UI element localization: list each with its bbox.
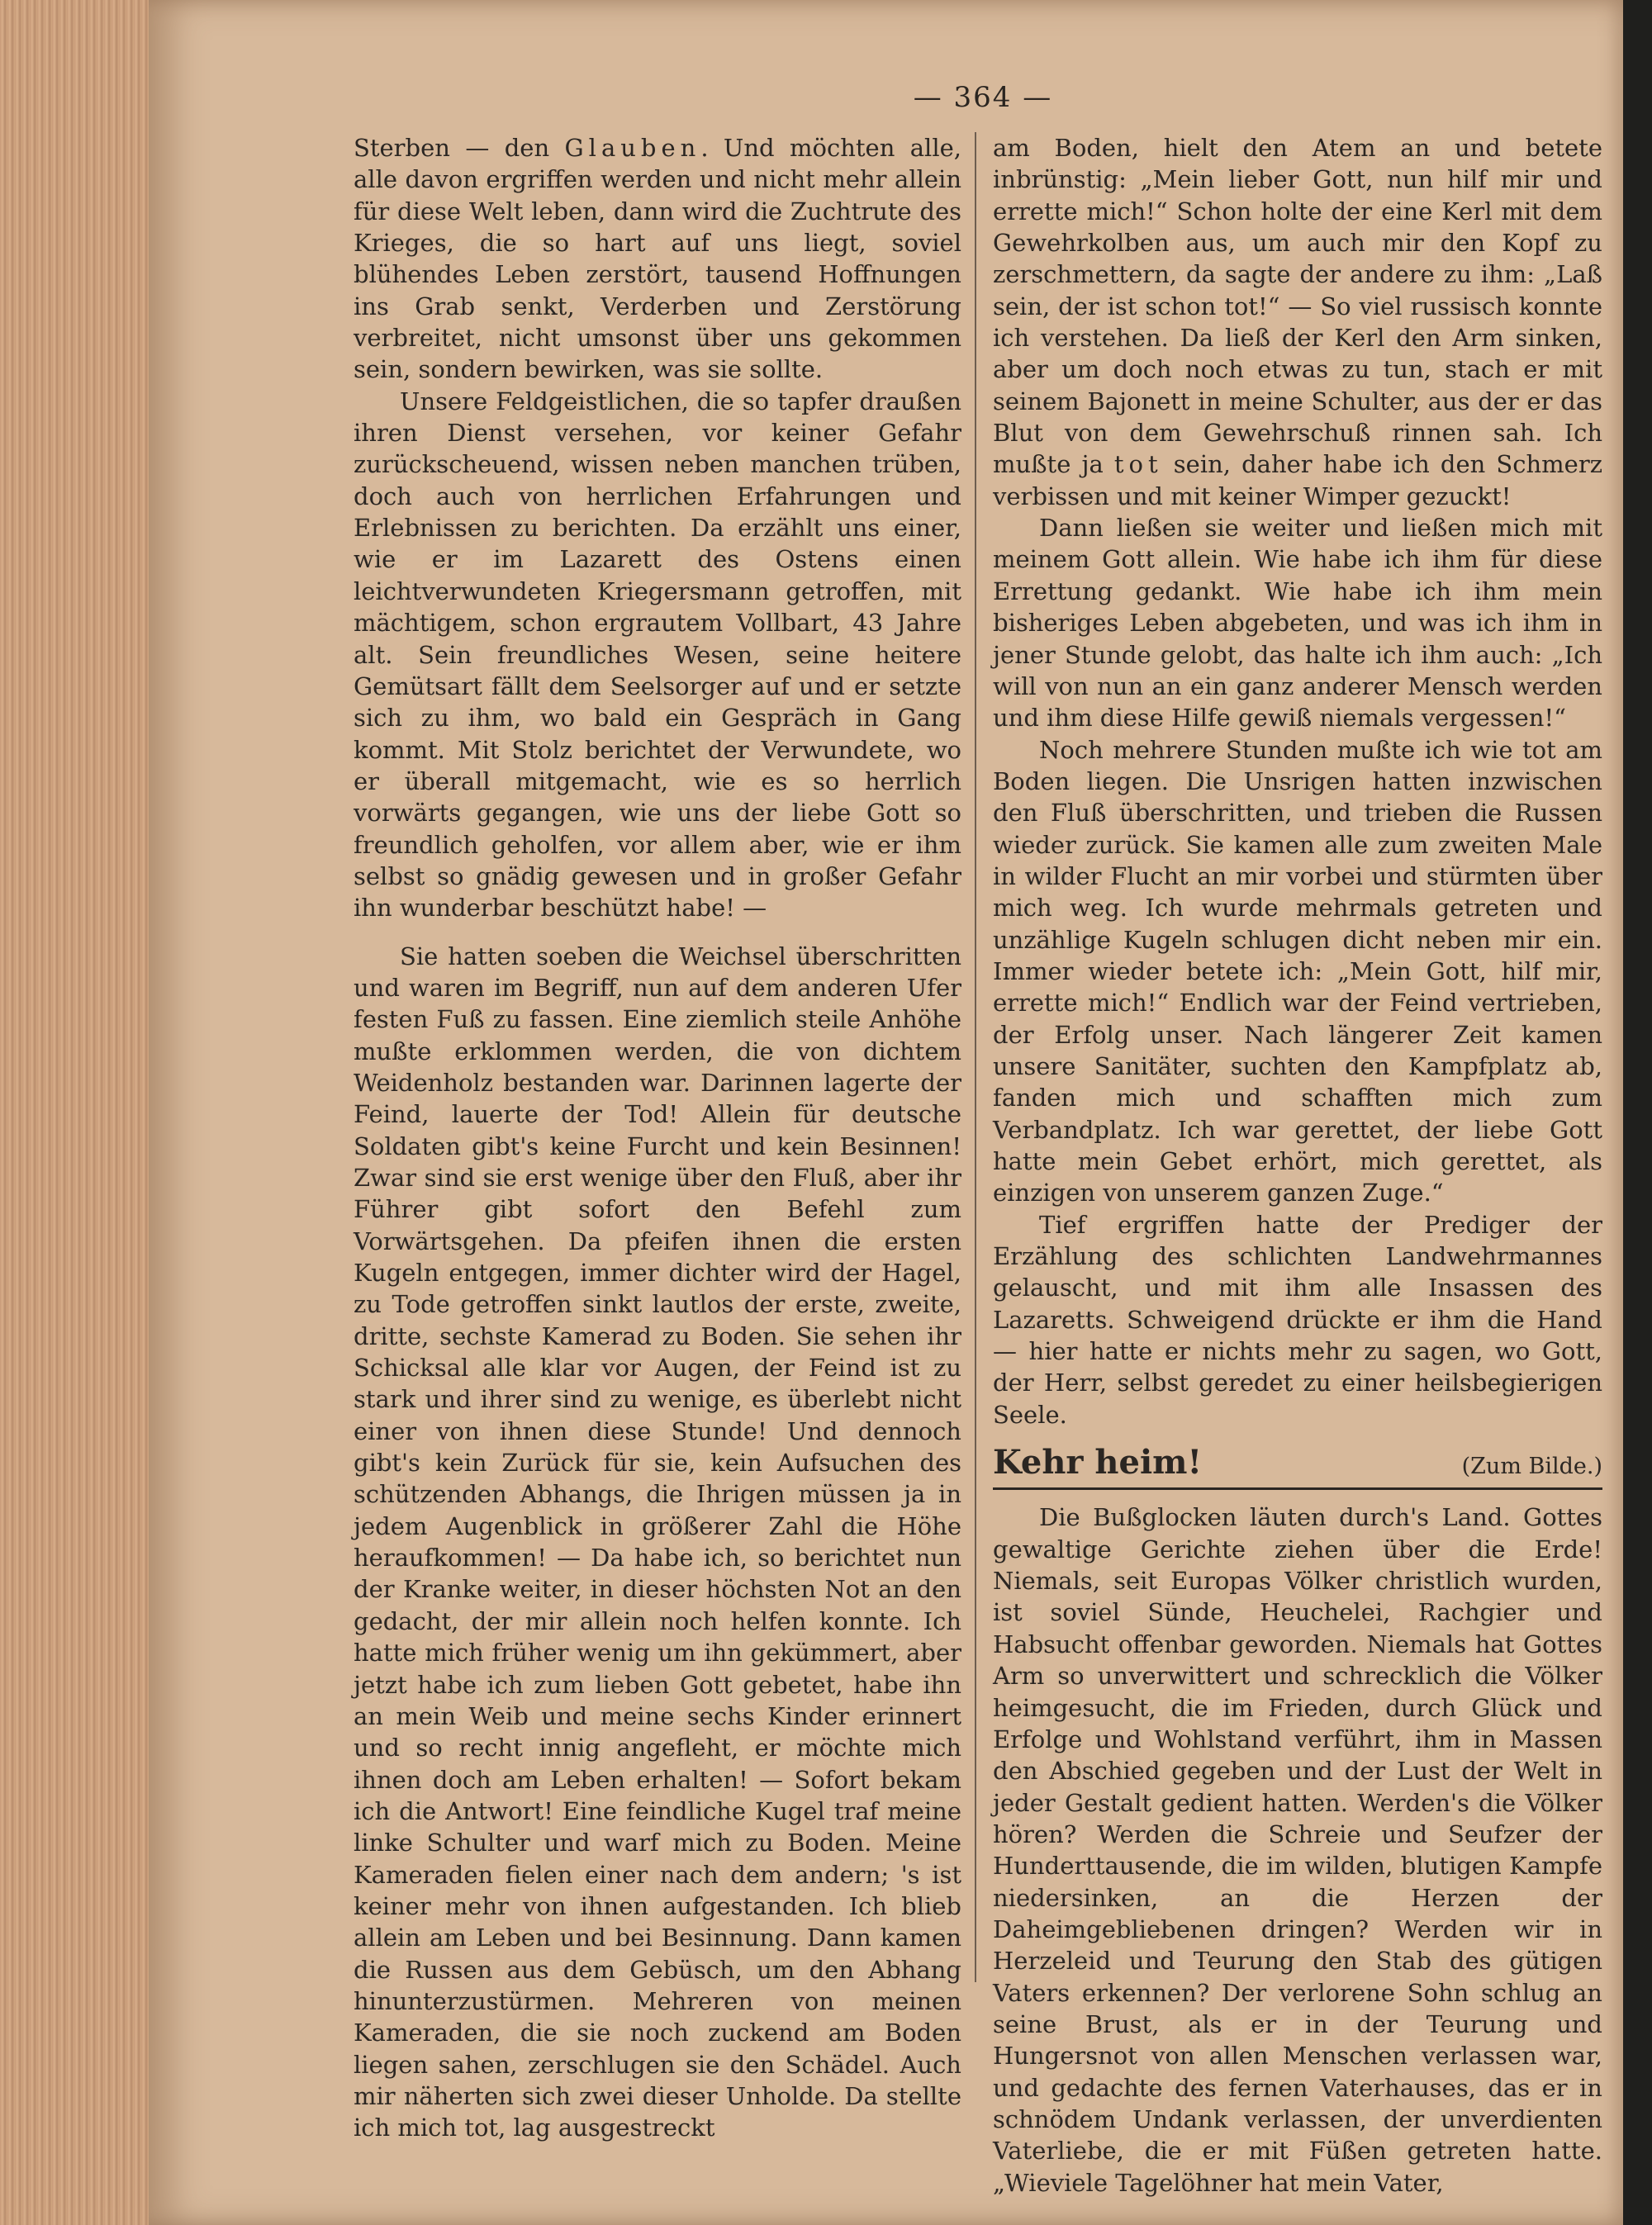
left-paragraph-1: [354, 132, 961, 386]
left-p1-spaced-word: Glauben: [564, 134, 701, 162]
right-paragraph-4: Tief ergriffen hatte der Prediger der Erzählung des schlichten Landwehrmannes gelauscht, und mit ihm alle Insassen des Lazaretts. Schweigend drückte er ihm die Hand — hier hatte er nichts mehr zu sagen, wo Gott, der Herr, selbst geredet zu einer heilsbegierigen Seele.: [993, 1210, 1602, 1429]
left-p1-start: Sterben — den: [354, 134, 565, 162]
right-p1-rest: sein, daher habe ich den Schmerz verbissen und mit keiner Wimper gezuckt!: [993, 450, 1602, 510]
right-paragraph-2: Dann ließen sie weiter und ließen mich mit meinem Gott allein. Wie habe ich ihm für diese Errettung gedankt. Wie habe ich ihm mein bisheriges Leben abgebeten, und was ich ihm in jener Stunde gelobt, das halte ich ihm auch: „Ich will von nun an ein ganz anderer Mensch werden und ihm diese Hilfe gewiß niemals vergessen!“: [993, 514, 1602, 733]
right-p1-spaced-word: tot: [1113, 450, 1163, 479]
right-paragraph-3: Noch mehrere Stunden mußte ich wie tot am Boden liegen. Die Unsrigen hatten inzwischen den Fluß überschritten, und trieben die Russen wieder zurück. Sie kamen alle zum zweiten Male in wilder Flucht an mir vorbei und stürmten über mich weg. Ich wurde mehrmals getreten und unzählige Kugeln schlugen dicht neben mir ein. Immer wieder betete ich: „Mein Gott, hilf mir, errette mich!“ Endlich war der Feind vertrieben, der Erfolg unser. Nach längerer Zeit kamen unsere Sanitäter, suchten den Kampfplatz ab, fanden mich und schafften mich zum Verbandplatz. Ich war gerettet, der liebe Gott hatte mein Gebet erhört, mich gerettet, als einzigen von unserem ganzen Zuge.“: [993, 735, 1602, 1207]
column-divider: [975, 132, 976, 1982]
left-p1-rest: . Und möchten alle, alle davon ergriffen werden und nicht mehr allein für diese Welt leben, dann wird die Zuchtrute des Krieges, die so hart auf uns liegt, soviel blühendes Leben zerstört, tausend Hoffnungen ins Grab senkt, Verderben und Zerstörung verbreitet, nicht umsonst über uns gekommen sein, sondern bewirken, was sie sollte.: [354, 134, 961, 384]
right-paragraph-1: [993, 132, 1602, 512]
section-heading: [993, 1443, 1602, 1490]
left-paragraph-2: Unsere Feldgeistlichen, die so tapfer draußen ihren Dienst versehen, vor keiner Gefahr zurückscheuend, wissen neben manchen trüben, doch auch von herrlichen Erfahrungen und Erlebnissen zu berichten. Da erzählt uns einer, wie er im Lazarett des Ostens einen leichtverwundeten Kriegersmann getroffen, mit mächtigem, schon ergrautem Vollbart, 43 Jahre alt. Sein freundliches Wesen, seine heitere Gemütsart fällt dem Seelsorger auf und er setzte sich zu ihm, wo bald ein Gespräch in Gang kommt. Mit Stolz berichtet der Verwundete, wo er überall mitgemacht, wie es so herrlich vorwärts gegangen, wie uns der liebe Gott so freundlich geholfen, vor allem aber, wie er ihm selbst so gnädig gewesen und in großer Gefahr ihn wunderbar beschützt habe! —: [354, 387, 961, 923]
left-paragraph-3: Sie hatten soeben die Weichsel überschritten und waren im Begriff, nun auf dem anderen Ufer festen Fuß zu fassen. Eine ziemlich steile Anhöhe mußte erklommen werden, die von dichtem Weidenholz bestanden war. Darinnen lagerte der Feind, lauerte der Tod! Allein für deutsche Soldaten gibt's keine Furcht und kein Besinnen! Zwar sind sie erst wenige über den Fluß, aber ihr Führer gibt sofort den Befehl zum Vorwärtsgehen. Da pfeifen ihnen die ersten Kugeln entgegen, immer dichter wird der Hagel, zu Tode getroffen sinkt lautlos der erste, zweite, dritte, sechste Kamerad zu Boden. Sie sehen ihr Schicksal alle klar vor Augen, der Feind ist zu stark und ihrer sind zu wenige, es überlebt nicht einer von ihnen diese Stunde! Und dennoch gibt's kein Zurück für sie, kein Aufsuchen des schützenden Abhangs, die Ihrigen müssen ja in jedem Augenblick in größerer Zahl die Höhe heraufkommen! — Da habe ich, so berichtet nun der Kranke weiter, in dieser höchsten Not an den gedacht, der mir allein noch helfen konnte. Ich hatte mich früher wenig um ihn gekümmert, aber jetzt habe ich zum lieben Gott gebetet, habe ihn an mein Weib und meine sechs Kinder erinnert und so recht innig angefleht, er möchte mich ihnen doch am Leben erhalten! — Sofort bekam ich die Antwort! Eine feindliche Kugel traf meine linke Schulter und warf mich zu Boden. Meine Kameraden fielen einer nach dem andern; 's ist keiner mehr von ihnen aufgestanden. Ich blieb allein am Leben und bei Besinnung. Dann kamen die Russen aus dem Gebüsch, um den Abhang hinunterzustürmen. Mehreren von meinen Kameraden, die sie noch zuckend am Boden liegen sahen, zerschlugen sie den Schädel. Auch mir näherten sich zwei dieser Unholde. Da stellte ich mich tot, lag ausgestreckt: [354, 942, 961, 2142]
section-caption: (Zum Bilde.): [1461, 1454, 1602, 1480]
right-p1-text: am Boden, hielt den Atem an und betete inbrünstig: „Mein lieber Gott, nun hilf mir und errette mich!“ Schon holte der eine Kerl mit dem Gewehrkolben aus, um auch mir den Kopf zu zerschmettern, da sagte der andere zu ihm: „Laß sein, der ist schon tot!“ — So viel russisch konnte ich verstehen. Da ließ der Kerl den Arm sinken, aber um doch noch etwas zu tun, stach er mit seinem Bajonett in meine Schulter, aus der er das Blut von dem Gewehrschuß rinnen sah. Ich mußte ja: [993, 134, 1602, 479]
section-title: Kehr heim!: [993, 1443, 1203, 1483]
right-paragraph-5: Die Bußglocken läuten durch's Land. Gottes gewaltige Gerichte ziehen über die Erde! Niemals, seit Europas Völker christlich wurden, ist soviel Sünde, Heuchelei, Rachgier und Habsucht offenbar geworden. Niemals hat Gottes Arm so unverwittert und schrecklich die Völker heimgesucht, die im Frieden, durch Glück und Erfolge und Wohlstand verführt, ihm in Massen den Abschied gegeben und der Lust der Welt in jeder Gestalt gedient hatten. Werden's die Völker hören? Werden die Schreie und Seufzer der Hunderttausende, die im wilden, blutigen Kampfe niedersinken, an die Herzen der Daheimgebliebenen dringen? Werden wir in Herzeleid und Teurung den Stab des gütigen Vaters erkennen? Der verlorene Sohn schlug an seine Brust, als er in der Teurung und Hungersnot von allen Menschen verlassen war, und gedachte des fernen Vaterhauses, das er in schnödem Undank verlassen, der unverdienten Vaterliebe, die er mit Füßen getreten hatte. „Wieviele Tagelöhner hat mein Vater,: [993, 1503, 1602, 2197]
left-column: [354, 132, 961, 2144]
right-column: [993, 132, 1602, 2199]
page-number: — 364 —: [913, 81, 1053, 114]
book-page-edges: [0, 0, 157, 2225]
